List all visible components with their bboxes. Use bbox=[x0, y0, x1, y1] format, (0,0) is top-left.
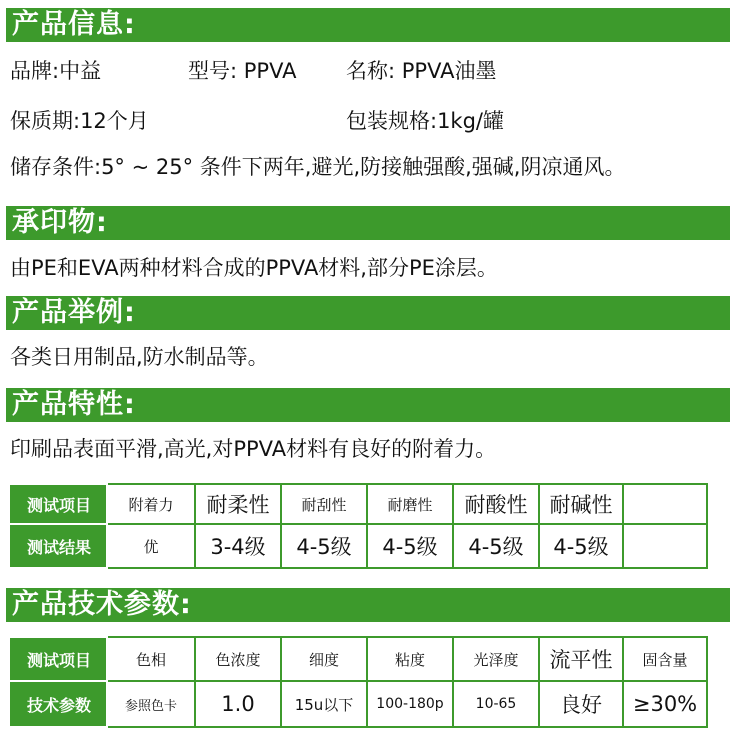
brand-text: 品牌:中益 bbox=[10, 59, 102, 83]
table-cell: 100-180p bbox=[367, 681, 453, 727]
table-cell: 流平性 bbox=[539, 637, 623, 681]
section-header-substrate: 承印物: bbox=[6, 206, 730, 240]
table-cell: 耐刮性 bbox=[281, 484, 367, 524]
table-cell: 耐磨性 bbox=[367, 484, 453, 524]
table-cell: 15u以下 bbox=[281, 681, 367, 727]
table-cell: 色浓度 bbox=[195, 637, 281, 681]
table-cell: 耐柔性 bbox=[195, 484, 281, 524]
table-cell: ≥30% bbox=[623, 681, 707, 727]
table-cell: 4-5级 bbox=[367, 524, 453, 568]
table-cell: 4-5级 bbox=[281, 524, 367, 568]
table-cell: 1.0 bbox=[195, 681, 281, 727]
table-cell: 优 bbox=[107, 524, 195, 568]
row-label-test-items: 测试项目 bbox=[11, 637, 107, 681]
table-row bbox=[11, 681, 707, 727]
model-text: 型号: PPVA bbox=[188, 59, 297, 83]
test-results-table bbox=[10, 483, 708, 569]
table-cell: 光泽度 bbox=[453, 637, 539, 681]
table-cell bbox=[623, 484, 707, 524]
table-cell bbox=[623, 524, 707, 568]
row-label-test-items: 测试项目 bbox=[11, 484, 107, 524]
table-row bbox=[11, 484, 707, 524]
substrate-text: 由PE和EVA两种材料合成的PPVA材料,部分PE涂层。 bbox=[10, 256, 498, 280]
table-cell: 细度 bbox=[281, 637, 367, 681]
examples-text: 各类日用制品,防水制品等。 bbox=[10, 345, 269, 369]
table-cell: 色相 bbox=[107, 637, 195, 681]
table-cell: 3-4级 bbox=[195, 524, 281, 568]
row-label-tech-params: 技术参数 bbox=[11, 681, 107, 727]
name-text: 名称: PPVA油墨 bbox=[346, 59, 497, 83]
shelf-life-text: 保质期:12个月 bbox=[10, 109, 149, 133]
characteristics-text: 印刷品表面平滑,高光,对PPVA材料有良好的附着力。 bbox=[10, 437, 497, 461]
storage-text: 储存条件:5° ~ 25° 条件下两年,避光,防接触强酸,强碱,阴凉通风。 bbox=[10, 155, 626, 179]
table-cell: 4-5级 bbox=[539, 524, 623, 568]
table-cell: 良好 bbox=[539, 681, 623, 727]
section-header-examples: 产品举例: bbox=[6, 296, 730, 330]
table-row bbox=[11, 637, 707, 681]
packaging-text: 包装规格:1kg/罐 bbox=[346, 109, 505, 133]
tech-params-table bbox=[10, 636, 708, 728]
table-cell: 粘度 bbox=[367, 637, 453, 681]
section-header-tech-params: 产品技术参数: bbox=[6, 588, 730, 622]
table-cell: 10-65 bbox=[453, 681, 539, 727]
table-cell: 耐碱性 bbox=[539, 484, 623, 524]
table-cell: 4-5级 bbox=[453, 524, 539, 568]
table-row bbox=[11, 524, 707, 568]
table-cell: 附着力 bbox=[107, 484, 195, 524]
row-label-test-results: 测试结果 bbox=[11, 524, 107, 568]
table-cell: 固含量 bbox=[623, 637, 707, 681]
table-cell: 耐酸性 bbox=[453, 484, 539, 524]
section-header-characteristics: 产品特性: bbox=[6, 388, 730, 422]
table-cell: 参照色卡 bbox=[107, 681, 195, 727]
section-header-product-info: 产品信息: bbox=[6, 8, 730, 42]
